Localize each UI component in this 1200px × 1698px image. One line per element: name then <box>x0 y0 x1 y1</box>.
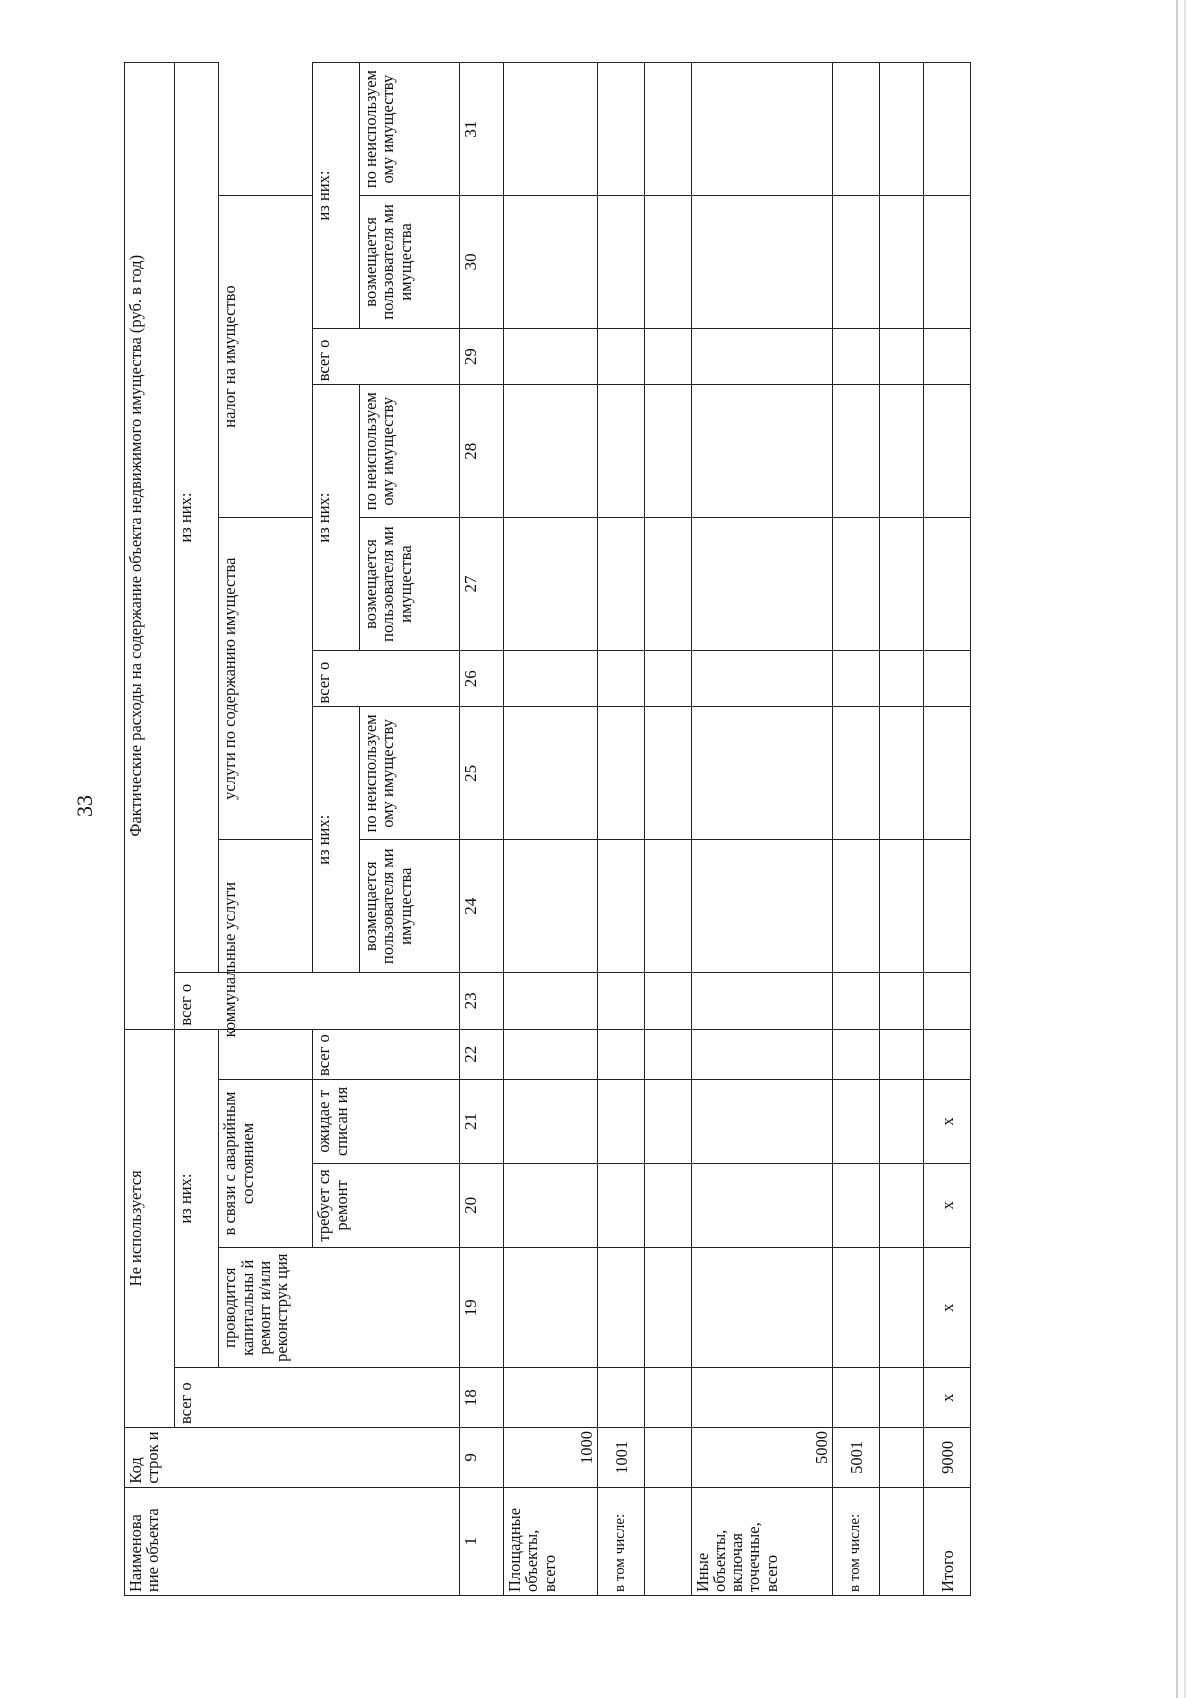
table-cell <box>691 973 833 1029</box>
table-cell <box>880 840 924 973</box>
header-emergency: в связи с аварийным состоянием <box>219 1079 313 1247</box>
row-code <box>880 1428 924 1488</box>
table-cell <box>691 1079 833 1163</box>
column-number: 22 <box>459 1029 503 1079</box>
table-cell <box>880 328 924 384</box>
row-object-name: в том числе: <box>833 1487 880 1595</box>
table-row <box>644 63 691 1596</box>
table-cell <box>880 650 924 706</box>
column-number: 1 <box>459 1487 503 1595</box>
table-cell <box>598 973 645 1029</box>
column-number: 9 <box>459 1428 503 1488</box>
table-cell <box>644 1079 691 1163</box>
table-cell: x <box>924 1247 971 1368</box>
scan-edge-line <box>1176 0 1178 1698</box>
table-cell <box>691 385 833 518</box>
table-cell <box>504 328 598 384</box>
table-cell <box>833 1368 880 1428</box>
table-cell <box>833 385 880 518</box>
table-cell <box>924 650 971 706</box>
table-cell <box>644 1163 691 1247</box>
table-cell <box>504 63 598 196</box>
column-number: 27 <box>459 518 503 651</box>
row-code: 5001 <box>833 1428 880 1488</box>
table-cell <box>644 650 691 706</box>
table-cell <box>691 707 833 840</box>
table-cell <box>833 1247 880 1368</box>
header-row-code: Код строк и <box>125 1428 460 1488</box>
column-number: 20 <box>459 1163 503 1247</box>
column-number: 28 <box>459 385 503 518</box>
table-cell <box>924 707 971 840</box>
header-tax-unused: по неиспользуем ому имуществу <box>360 63 460 196</box>
table-cell <box>833 518 880 651</box>
table-cell <box>691 1368 833 1428</box>
row-code <box>644 1428 691 1488</box>
header-awaits-writeoff: ожидае т списан ия <box>313 1079 459 1163</box>
table-cell <box>504 650 598 706</box>
table-cell <box>644 1029 691 1079</box>
table-cell <box>880 1029 924 1079</box>
table-cell <box>598 518 645 651</box>
header-maintenance-total: всег о <box>313 650 459 706</box>
table-cell <box>598 1029 645 1079</box>
table-row <box>504 63 598 1596</box>
header-object-name: Наименова ние объекта <box>125 1487 460 1595</box>
table-cell <box>833 707 880 840</box>
header-needs-repair: требует ся ремонт <box>313 1163 459 1247</box>
header-not-used-total: всег о <box>174 1368 459 1428</box>
table-cell <box>833 650 880 706</box>
table-cell <box>644 385 691 518</box>
table-cell <box>504 195 598 328</box>
table-cell <box>833 1163 880 1247</box>
header-tax-total: всег о <box>313 328 459 384</box>
table-cell <box>504 1247 598 1368</box>
column-number: 21 <box>459 1079 503 1163</box>
row-object-name <box>880 1487 924 1595</box>
table-cell <box>691 1247 833 1368</box>
row-object-name: в том числе: <box>598 1487 645 1595</box>
row-code: 1000 <box>504 1428 598 1488</box>
table-cell <box>833 63 880 196</box>
table-cell <box>833 1079 880 1163</box>
table-cell <box>691 518 833 651</box>
table-cell <box>691 650 833 706</box>
header-maintenance-of-them: из них: <box>313 385 360 651</box>
table-cell <box>691 1029 833 1079</box>
row-object-name <box>644 1487 691 1595</box>
table-cell <box>924 195 971 328</box>
table-cell <box>924 518 971 651</box>
table-cell <box>880 973 924 1029</box>
row-code: 1001 <box>598 1428 645 1488</box>
row-object-name: Площадные объекты, всего <box>504 1487 598 1595</box>
header-capital-repair: проводится капитальны й ремонт и/или реконструк ция <box>219 1247 460 1368</box>
table-cell <box>833 328 880 384</box>
table-cell <box>691 840 833 973</box>
table-cell <box>924 1029 971 1079</box>
table-cell <box>598 1247 645 1368</box>
column-number: 29 <box>459 328 503 384</box>
header-utilities-total: всег о <box>313 1029 459 1079</box>
table-row <box>833 63 880 1596</box>
table-cell <box>880 195 924 328</box>
table-cell <box>691 195 833 328</box>
row-code: 9000 <box>924 1428 971 1488</box>
table-cell <box>598 1163 645 1247</box>
table-cell <box>598 707 645 840</box>
header-costs-total: всег о <box>174 973 459 1029</box>
table-cell <box>880 707 924 840</box>
table-cell <box>598 63 645 196</box>
table-cell <box>598 840 645 973</box>
table-row <box>691 63 833 1596</box>
table-cell <box>644 1247 691 1368</box>
column-numbers-row <box>459 63 503 1596</box>
row-code: 5000 <box>691 1428 833 1488</box>
table-cell <box>644 328 691 384</box>
table-cell <box>880 1163 924 1247</box>
table-cell <box>644 518 691 651</box>
table-cell: x <box>924 1079 971 1163</box>
table-cell <box>504 1368 598 1428</box>
column-number: 30 <box>459 195 503 328</box>
table-row <box>924 63 971 1596</box>
column-number: 18 <box>459 1368 503 1428</box>
property-costs-table <box>124 62 971 1596</box>
table-cell <box>598 650 645 706</box>
table-cell <box>691 63 833 196</box>
table-cell <box>691 1163 833 1247</box>
table-cell <box>504 707 598 840</box>
page-number: 33 <box>72 795 97 817</box>
header-not-used: Не используется <box>125 1029 175 1427</box>
table-cell <box>924 385 971 518</box>
table-cell: x <box>924 1368 971 1428</box>
table-cell <box>924 973 971 1029</box>
table-cell <box>833 195 880 328</box>
table-cell <box>880 1079 924 1163</box>
header-utilities: коммунальные услуги <box>219 840 313 1080</box>
rotated-table-container <box>124 62 971 1596</box>
table-cell <box>598 1079 645 1163</box>
table-cell <box>504 385 598 518</box>
scan-edge-line <box>1184 0 1186 1698</box>
header-property-tax: налог на имущество <box>219 195 313 517</box>
table-cell <box>598 1368 645 1428</box>
table-cell <box>880 1368 924 1428</box>
table-cell <box>880 385 924 518</box>
header-maintenance: услуги по содержанию имущества <box>219 518 313 840</box>
table-cell <box>504 1163 598 1247</box>
header-tax-of-them: из них: <box>313 63 360 329</box>
header-of-them: из них: <box>174 63 218 973</box>
table-cell <box>598 385 645 518</box>
table-cell <box>924 840 971 973</box>
table-cell <box>504 973 598 1029</box>
table-cell <box>833 1029 880 1079</box>
table-cell <box>644 973 691 1029</box>
table-cell <box>880 1247 924 1368</box>
table-cell <box>504 1079 598 1163</box>
table-cell <box>880 63 924 196</box>
header-of-them: из них: <box>174 1029 218 1368</box>
table-cell <box>644 1368 691 1428</box>
table-cell <box>691 328 833 384</box>
header-tax-reimbursed: возмещается пользователя ми имущества <box>360 195 460 328</box>
row-object-name: Иные объекты, включая точечные, всего <box>691 1487 833 1595</box>
table-cell <box>598 195 645 328</box>
table-cell <box>924 328 971 384</box>
table-cell <box>644 63 691 196</box>
table-cell <box>644 707 691 840</box>
table-row <box>598 63 645 1596</box>
table-cell <box>504 518 598 651</box>
table-cell <box>924 63 971 196</box>
column-number: 23 <box>459 973 503 1029</box>
column-number: 31 <box>459 63 503 196</box>
row-object-name: Итого <box>924 1487 971 1595</box>
header-utilities-unused: по неиспользуем ому имуществу <box>360 707 460 840</box>
table-cell <box>504 1029 598 1079</box>
table-cell <box>644 840 691 973</box>
column-number: 25 <box>459 707 503 840</box>
table-cell <box>504 840 598 973</box>
table-cell <box>833 973 880 1029</box>
table-cell <box>880 518 924 651</box>
table-cell <box>833 840 880 973</box>
header-maintenance-unused: по неиспользуем ому имуществу <box>360 385 460 518</box>
table-cell <box>598 328 645 384</box>
header-utilities-of-them: из них: <box>313 707 360 973</box>
header-utilities-reimbursed: возмещается пользователя ми имущества <box>360 840 460 973</box>
header-actual-costs: Фактические расходы на содержание объекта недвижимого имущества (руб. в год) <box>125 63 175 1030</box>
header-maintenance-reimbursed: возмещается пользователя ми имущества <box>360 518 460 651</box>
table-row <box>880 63 924 1596</box>
column-number: 26 <box>459 650 503 706</box>
column-number: 24 <box>459 840 503 973</box>
column-number: 19 <box>459 1247 503 1368</box>
table-cell: x <box>924 1163 971 1247</box>
table-cell <box>644 195 691 328</box>
